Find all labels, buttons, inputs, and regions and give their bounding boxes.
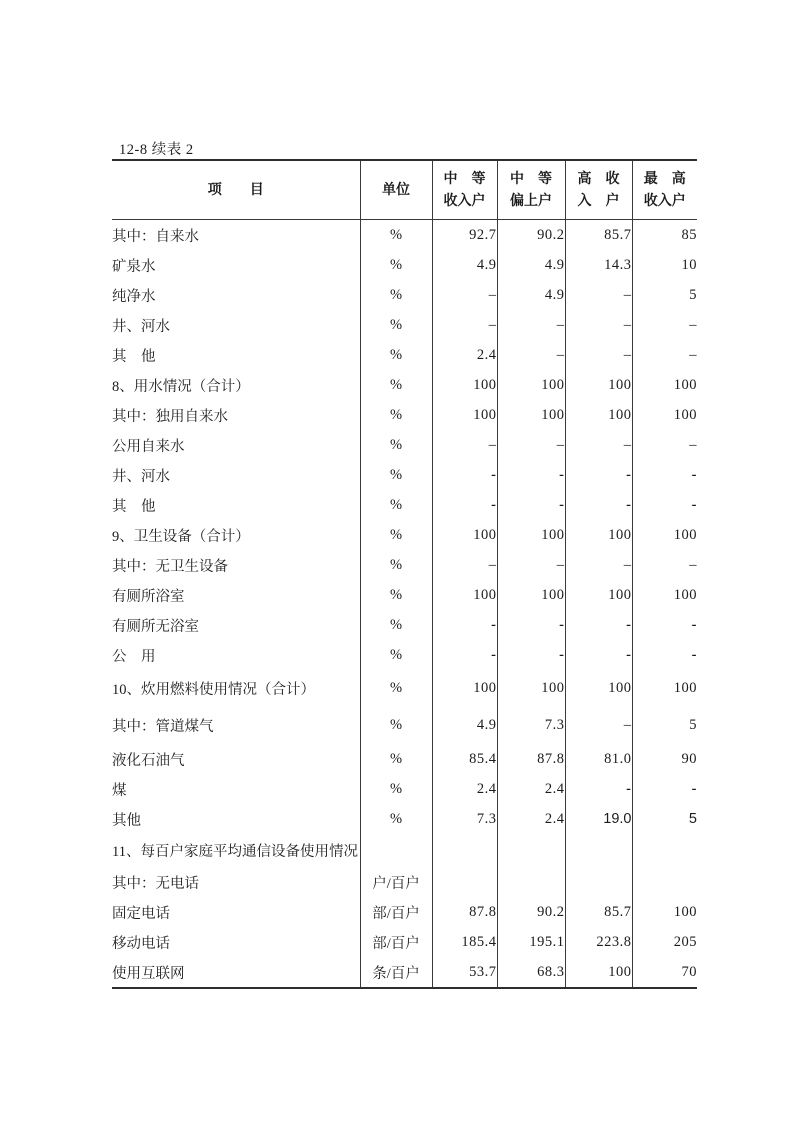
item-cell: 其 他	[112, 348, 156, 365]
item-cell: 其中：独用自来水	[112, 408, 228, 425]
value-cell: 100	[497, 520, 565, 550]
value-cell: 100	[632, 370, 697, 400]
value-cell: 2.4	[497, 804, 565, 834]
table-row	[112, 897, 697, 927]
value-cell: 100	[432, 370, 497, 400]
unit-cell: 部/百户	[360, 927, 432, 957]
item-cell: 纯净水	[112, 288, 156, 305]
header-line: 入 户	[577, 192, 620, 208]
value-cell: -	[565, 640, 632, 670]
value-cell: –	[632, 340, 697, 370]
table-row	[112, 927, 697, 957]
item-cell: 固定电话	[112, 905, 170, 922]
value-cell: 185.4	[432, 927, 497, 957]
value-cell: 100	[632, 897, 697, 927]
value-cell	[497, 834, 565, 867]
table-row	[112, 370, 697, 400]
header-highest-income	[632, 160, 697, 220]
value-cell: –	[432, 310, 497, 340]
value-cell: 87.8	[432, 897, 497, 927]
header-high-income	[565, 160, 632, 220]
unit-cell: %	[360, 310, 432, 340]
header-line: 最 高	[643, 170, 686, 187]
value-cell: -	[632, 640, 697, 670]
header-upper-middle-income	[497, 160, 565, 220]
table-body	[112, 220, 697, 989]
table-row	[112, 550, 697, 580]
value-cell: 100	[565, 400, 632, 430]
unit-cell: %	[360, 250, 432, 280]
value-cell: –	[565, 550, 632, 580]
unit-cell: %	[360, 400, 432, 430]
unit-cell: 部/百户	[360, 897, 432, 927]
header-middle-income	[432, 160, 497, 220]
value-cell: 90	[632, 744, 697, 774]
table-row	[112, 400, 697, 430]
value-cell	[632, 834, 697, 867]
item-cell: 井、河水	[112, 468, 170, 485]
table-row	[112, 744, 697, 774]
table-row	[112, 490, 697, 520]
value-cell: 7.3	[497, 707, 565, 744]
header-row	[112, 160, 697, 220]
value-cell: -	[497, 640, 565, 670]
value-cell: 87.8	[497, 744, 565, 774]
table-row	[112, 774, 697, 804]
value-cell: –	[565, 280, 632, 310]
unit-cell: %	[360, 610, 432, 640]
value-cell: –	[432, 550, 497, 580]
unit-cell: %	[360, 550, 432, 580]
table-row	[112, 707, 697, 744]
value-cell: 100	[432, 520, 497, 550]
value-cell	[565, 867, 632, 897]
value-cell: 85.4	[432, 744, 497, 774]
value-cell: 5	[632, 280, 697, 310]
value-cell: 85.7	[565, 897, 632, 927]
value-cell: 100	[432, 670, 497, 707]
value-cell: 100	[497, 670, 565, 707]
value-cell: 68.3	[497, 957, 565, 988]
value-cell: 100	[632, 670, 697, 707]
value-cell: –	[432, 280, 497, 310]
value-cell: -	[497, 490, 565, 520]
value-cell: -	[632, 490, 697, 520]
table-row	[112, 610, 697, 640]
value-cell: 2.4	[432, 340, 497, 370]
header-item	[112, 160, 360, 220]
value-cell: –	[565, 310, 632, 340]
item-cell: 公 用	[112, 648, 156, 665]
unit-cell: %	[360, 490, 432, 520]
item-cell: 其中：无卫生设备	[112, 558, 228, 575]
value-cell: –	[632, 550, 697, 580]
value-cell: 100	[565, 370, 632, 400]
value-cell: -	[497, 460, 565, 490]
header-line: 高 收	[577, 170, 620, 187]
value-cell: –	[432, 430, 497, 460]
value-cell: 100	[632, 580, 697, 610]
item-cell: 其 他	[112, 498, 156, 515]
value-cell: –	[632, 310, 697, 340]
item-cell: 矿泉水	[112, 258, 156, 275]
unit-cell: %	[360, 280, 432, 310]
header-unit-label: 单位	[382, 181, 410, 198]
unit-cell: %	[360, 460, 432, 490]
value-cell: 195.1	[497, 927, 565, 957]
value-cell: 53.7	[432, 957, 497, 988]
item-cell: 移动电话	[112, 935, 170, 952]
item-cell: 有厕所无浴室	[112, 618, 199, 635]
value-cell: 19.0	[565, 804, 632, 834]
value-cell: 4.9	[432, 707, 497, 744]
item-cell: 使用互联网	[112, 957, 360, 988]
table-row	[112, 340, 697, 370]
value-cell: -	[565, 460, 632, 490]
unit-cell: %	[360, 580, 432, 610]
value-cell: 10	[632, 250, 697, 280]
value-cell: 223.8	[565, 927, 632, 957]
value-cell: -	[432, 460, 497, 490]
table-row	[112, 520, 697, 550]
value-cell: 4.9	[497, 280, 565, 310]
item-cell: 公用自来水	[112, 438, 185, 455]
value-cell	[432, 867, 497, 897]
value-cell: 4.9	[497, 250, 565, 280]
item-cell: 有厕所浴室	[112, 588, 185, 605]
header-line: 收入户	[643, 192, 686, 208]
value-cell: 5	[632, 804, 697, 834]
value-cell: –	[497, 430, 565, 460]
value-cell: –	[565, 340, 632, 370]
header-unit	[360, 160, 432, 220]
value-cell: –	[565, 707, 632, 744]
value-cell: 7.3	[432, 804, 497, 834]
value-cell: 100	[632, 400, 697, 430]
value-cell: 100	[497, 580, 565, 610]
table-row	[112, 867, 697, 897]
unit-cell: %	[360, 744, 432, 774]
item-cell: 液化石油气	[112, 752, 185, 769]
value-cell: 100	[432, 580, 497, 610]
header-line: 收入户	[443, 192, 486, 208]
value-cell: 100	[565, 580, 632, 610]
value-cell: -	[497, 610, 565, 640]
item-cell: 9、卫生设备（合计）	[112, 528, 250, 545]
value-cell: -	[432, 610, 497, 640]
value-cell: 81.0	[565, 744, 632, 774]
table-caption: 12-8 续表 2	[119, 142, 194, 158]
table-row	[112, 834, 697, 867]
unit-cell: %	[360, 430, 432, 460]
unit-cell: %	[360, 774, 432, 804]
table-row	[112, 957, 697, 988]
value-cell: 4.9	[432, 250, 497, 280]
unit-cell: 户/百户	[360, 867, 432, 897]
table-row	[112, 580, 697, 610]
value-cell: -	[432, 490, 497, 520]
value-cell: -	[632, 460, 697, 490]
value-cell: 100	[497, 370, 565, 400]
header-item-label: 项 目	[207, 181, 264, 198]
header-line: 中 等	[510, 170, 552, 187]
value-cell	[497, 867, 565, 897]
value-cell: 100	[565, 957, 632, 988]
value-cell: -	[565, 774, 632, 804]
unit-cell	[360, 834, 432, 867]
item-cell: 其他	[112, 812, 141, 829]
table-row	[112, 640, 697, 670]
unit-cell: %	[360, 707, 432, 744]
item-cell: 其中：管道煤气	[112, 719, 214, 735]
value-cell: 85	[632, 220, 697, 251]
table-row	[112, 310, 697, 340]
unit-cell: %	[360, 640, 432, 670]
table-row	[112, 220, 697, 251]
value-cell	[432, 834, 497, 867]
value-cell: 85.7	[565, 220, 632, 251]
value-cell: 14.3	[565, 250, 632, 280]
value-cell: 100	[632, 520, 697, 550]
value-cell: –	[497, 550, 565, 580]
unit-cell: %	[360, 804, 432, 834]
table-row	[112, 250, 697, 280]
value-cell: 70	[632, 957, 697, 988]
unit-cell: %	[360, 520, 432, 550]
item-cell: 其中：无电话	[112, 875, 199, 892]
value-cell	[565, 834, 632, 867]
item-cell: 煤	[112, 782, 127, 799]
table-row	[112, 804, 697, 834]
value-cell: -	[632, 774, 697, 804]
item-cell: 井、河水	[112, 318, 170, 335]
value-cell: -	[632, 610, 697, 640]
item-cell: 11、每百户家庭平均通信设备使用情况	[112, 844, 358, 860]
table-row	[112, 670, 697, 707]
item-cell: 10、炊用燃料使用情况（合计）	[112, 682, 315, 698]
header-line: 偏上户	[510, 192, 552, 208]
unit-cell: 条/百户	[360, 957, 432, 988]
value-cell: –	[565, 430, 632, 460]
value-cell: –	[497, 340, 565, 370]
value-cell: 2.4	[497, 774, 565, 804]
value-cell: 2.4	[432, 774, 497, 804]
table-row	[112, 460, 697, 490]
unit-cell: %	[360, 670, 432, 707]
unit-cell: %	[360, 370, 432, 400]
unit-cell: %	[360, 220, 432, 251]
value-cell: –	[632, 430, 697, 460]
value-cell: -	[432, 640, 497, 670]
value-cell	[632, 867, 697, 897]
item-cell: 其中：自来水	[112, 228, 199, 245]
value-cell: 100	[497, 400, 565, 430]
value-cell: –	[497, 310, 565, 340]
value-cell: 92.7	[432, 220, 497, 251]
value-cell: -	[565, 490, 632, 520]
unit-cell: %	[360, 340, 432, 370]
value-cell: 100	[432, 400, 497, 430]
table-row	[112, 430, 697, 460]
header-line: 中 等	[443, 170, 486, 187]
table-row	[112, 280, 697, 310]
table-header	[112, 160, 697, 220]
item-cell: 8、用水情况（合计）	[112, 378, 250, 395]
value-cell: 90.2	[497, 220, 565, 251]
value-cell: 5	[632, 707, 697, 744]
value-cell: 100	[565, 520, 632, 550]
value-cell: 100	[565, 670, 632, 707]
value-cell: -	[565, 610, 632, 640]
value-cell: 205	[632, 927, 697, 957]
value-cell: 90.2	[497, 897, 565, 927]
statistics-table	[112, 159, 697, 989]
